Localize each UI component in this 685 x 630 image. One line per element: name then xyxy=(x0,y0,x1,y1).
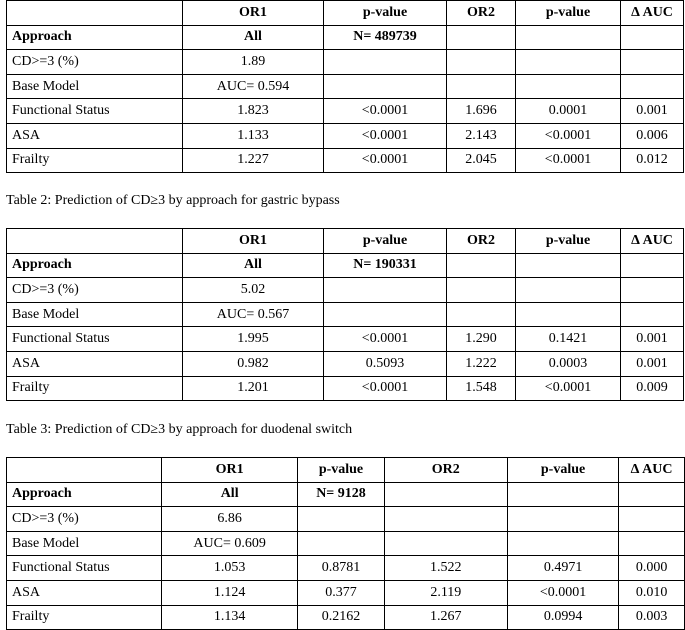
table-cell xyxy=(447,25,516,50)
table-3 xyxy=(6,457,685,630)
table-cell: 2.119 xyxy=(384,580,507,605)
table-cell xyxy=(516,25,621,50)
table-cell: AUC= 0.567 xyxy=(183,302,324,327)
table-cell xyxy=(621,25,684,50)
table-cell xyxy=(507,531,618,556)
row-label: CD>=3 (%) xyxy=(7,278,183,303)
table-header-row xyxy=(7,1,684,26)
table-cell xyxy=(507,507,618,532)
table-row xyxy=(7,74,684,99)
table-cell: 0.8781 xyxy=(298,556,384,581)
table-cell: 6.86 xyxy=(161,507,297,532)
table-row xyxy=(7,253,684,278)
row-label: ASA xyxy=(7,580,162,605)
table-cell: 1.290 xyxy=(447,327,516,352)
table-cell: <0.0001 xyxy=(324,99,447,124)
table-cell xyxy=(621,253,684,278)
table-cell: 1.89 xyxy=(183,50,324,75)
table-cell: 1.053 xyxy=(161,556,297,581)
table-cell: 0.4971 xyxy=(507,556,618,581)
table-cell xyxy=(384,507,507,532)
table-cell xyxy=(621,302,684,327)
row-label: Frailty xyxy=(7,605,162,630)
table-cell: 0.1421 xyxy=(516,327,621,352)
table-cell: <0.0001 xyxy=(516,123,621,148)
header-cell: Δ AUC xyxy=(619,458,685,483)
table-cell: 0.001 xyxy=(621,99,684,124)
header-cell: OR2 xyxy=(447,229,516,254)
table-cell: <0.0001 xyxy=(516,376,621,401)
table-cell xyxy=(447,302,516,327)
table-3-caption: Table 3: Prediction of CD≥3 by approach for duodenal switch xyxy=(6,422,353,437)
table-cell: 1.201 xyxy=(183,376,324,401)
header-cell: p-value xyxy=(516,229,621,254)
table-header-row xyxy=(7,458,685,483)
table-cell: 0.001 xyxy=(621,327,684,352)
row-label: Base Model xyxy=(7,531,162,556)
row-label: CD>=3 (%) xyxy=(7,507,162,532)
table-cell xyxy=(516,302,621,327)
table-cell: <0.0001 xyxy=(324,123,447,148)
table-cell: 0.2162 xyxy=(298,605,384,630)
header-cell: Δ AUC xyxy=(621,229,684,254)
table-row xyxy=(7,482,685,507)
table-cell: 1.267 xyxy=(384,605,507,630)
table-cell: 1.696 xyxy=(447,99,516,124)
table-cell xyxy=(621,74,684,99)
table-cell xyxy=(324,302,447,327)
row-label: Functional Status xyxy=(7,327,183,352)
table-cell: 1.522 xyxy=(384,556,507,581)
table-cell: AUC= 0.609 xyxy=(161,531,297,556)
table-1 xyxy=(6,0,684,173)
header-cell: p-value xyxy=(507,458,618,483)
table-row xyxy=(7,302,684,327)
table-2 xyxy=(6,228,684,401)
table-cell xyxy=(516,253,621,278)
table-row xyxy=(7,25,684,50)
table-cell: 1.227 xyxy=(183,148,324,173)
table-cell: 5.02 xyxy=(183,278,324,303)
table-cell: 0.001 xyxy=(621,351,684,376)
table-cell: 0.010 xyxy=(619,580,685,605)
row-label: ASA xyxy=(7,351,183,376)
row-label: Functional Status xyxy=(7,556,162,581)
table-cell: 0.5093 xyxy=(324,351,447,376)
row-label: ASA xyxy=(7,123,183,148)
header-cell: OR1 xyxy=(183,1,324,26)
header-cell xyxy=(7,458,162,483)
header-cell: OR1 xyxy=(161,458,297,483)
table-2-caption: Table 2: Prediction of CD≥3 by approach for gastric bypass xyxy=(6,193,340,208)
row-label: Base Model xyxy=(7,302,183,327)
table-cell xyxy=(324,74,447,99)
table-cell xyxy=(516,74,621,99)
table-cell: 1.823 xyxy=(183,99,324,124)
table-cell: <0.0001 xyxy=(516,148,621,173)
row-label: Frailty xyxy=(7,148,183,173)
table-cell xyxy=(447,253,516,278)
table-cell xyxy=(298,531,384,556)
row-label: Functional Status xyxy=(7,99,183,124)
table-cell xyxy=(619,507,685,532)
table-cell xyxy=(621,278,684,303)
row-label: Approach xyxy=(7,482,162,507)
table-cell: 1.134 xyxy=(161,605,297,630)
table-header-row xyxy=(7,229,684,254)
table-cell: 1.133 xyxy=(183,123,324,148)
table-row xyxy=(7,278,684,303)
table-cell xyxy=(447,74,516,99)
table-cell: <0.0001 xyxy=(324,148,447,173)
table-cell: 0.009 xyxy=(621,376,684,401)
table-cell: All xyxy=(183,253,324,278)
header-cell xyxy=(7,229,183,254)
table-cell xyxy=(384,531,507,556)
table-cell: 0.012 xyxy=(621,148,684,173)
table-cell: 2.045 xyxy=(447,148,516,173)
table-cell xyxy=(324,278,447,303)
row-label: Approach xyxy=(7,253,183,278)
table-cell: 2.143 xyxy=(447,123,516,148)
table-cell: All xyxy=(183,25,324,50)
table-cell: <0.0001 xyxy=(507,580,618,605)
header-cell: Δ AUC xyxy=(621,1,684,26)
table-row xyxy=(7,531,685,556)
table-row xyxy=(7,123,684,148)
row-label: Frailty xyxy=(7,376,183,401)
row-label: Approach xyxy=(7,25,183,50)
table-row xyxy=(7,605,685,630)
table-cell: 1.995 xyxy=(183,327,324,352)
table-cell: <0.0001 xyxy=(324,327,447,352)
table-cell: N= 9128 xyxy=(298,482,384,507)
header-cell: OR1 xyxy=(183,229,324,254)
table-row xyxy=(7,148,684,173)
table-row xyxy=(7,50,684,75)
table-row xyxy=(7,327,684,352)
table-cell: 0.006 xyxy=(621,123,684,148)
table-cell xyxy=(507,482,618,507)
table-cell xyxy=(447,278,516,303)
table-row xyxy=(7,351,684,376)
table-row xyxy=(7,376,684,401)
table-cell: AUC= 0.594 xyxy=(183,74,324,99)
table-cell: 0.0994 xyxy=(507,605,618,630)
table-cell xyxy=(619,482,685,507)
table-row xyxy=(7,507,685,532)
table-cell: All xyxy=(161,482,297,507)
table-cell xyxy=(384,482,507,507)
row-label: Base Model xyxy=(7,74,183,99)
table-cell: 0.982 xyxy=(183,351,324,376)
table-cell: N= 489739 xyxy=(324,25,447,50)
row-label: CD>=3 (%) xyxy=(7,50,183,75)
table-cell: 0.377 xyxy=(298,580,384,605)
table-cell xyxy=(621,50,684,75)
table-cell xyxy=(516,50,621,75)
header-cell xyxy=(7,1,183,26)
table-cell xyxy=(298,507,384,532)
table-cell xyxy=(324,50,447,75)
table-row xyxy=(7,556,685,581)
header-cell: p-value xyxy=(516,1,621,26)
table-cell: 1.548 xyxy=(447,376,516,401)
table-cell xyxy=(619,531,685,556)
table-cell xyxy=(447,50,516,75)
table-row xyxy=(7,99,684,124)
header-cell: p-value xyxy=(298,458,384,483)
table-row xyxy=(7,580,685,605)
table-cell: 0.003 xyxy=(619,605,685,630)
header-cell: OR2 xyxy=(384,458,507,483)
table-cell: 0.0001 xyxy=(516,99,621,124)
table-cell: 1.222 xyxy=(447,351,516,376)
header-cell: p-value xyxy=(324,229,447,254)
table-cell: 0.0003 xyxy=(516,351,621,376)
header-cell: OR2 xyxy=(447,1,516,26)
header-cell: p-value xyxy=(324,1,447,26)
table-cell: 0.000 xyxy=(619,556,685,581)
table-cell: 1.124 xyxy=(161,580,297,605)
table-cell: <0.0001 xyxy=(324,376,447,401)
table-cell xyxy=(516,278,621,303)
table-cell: N= 190331 xyxy=(324,253,447,278)
